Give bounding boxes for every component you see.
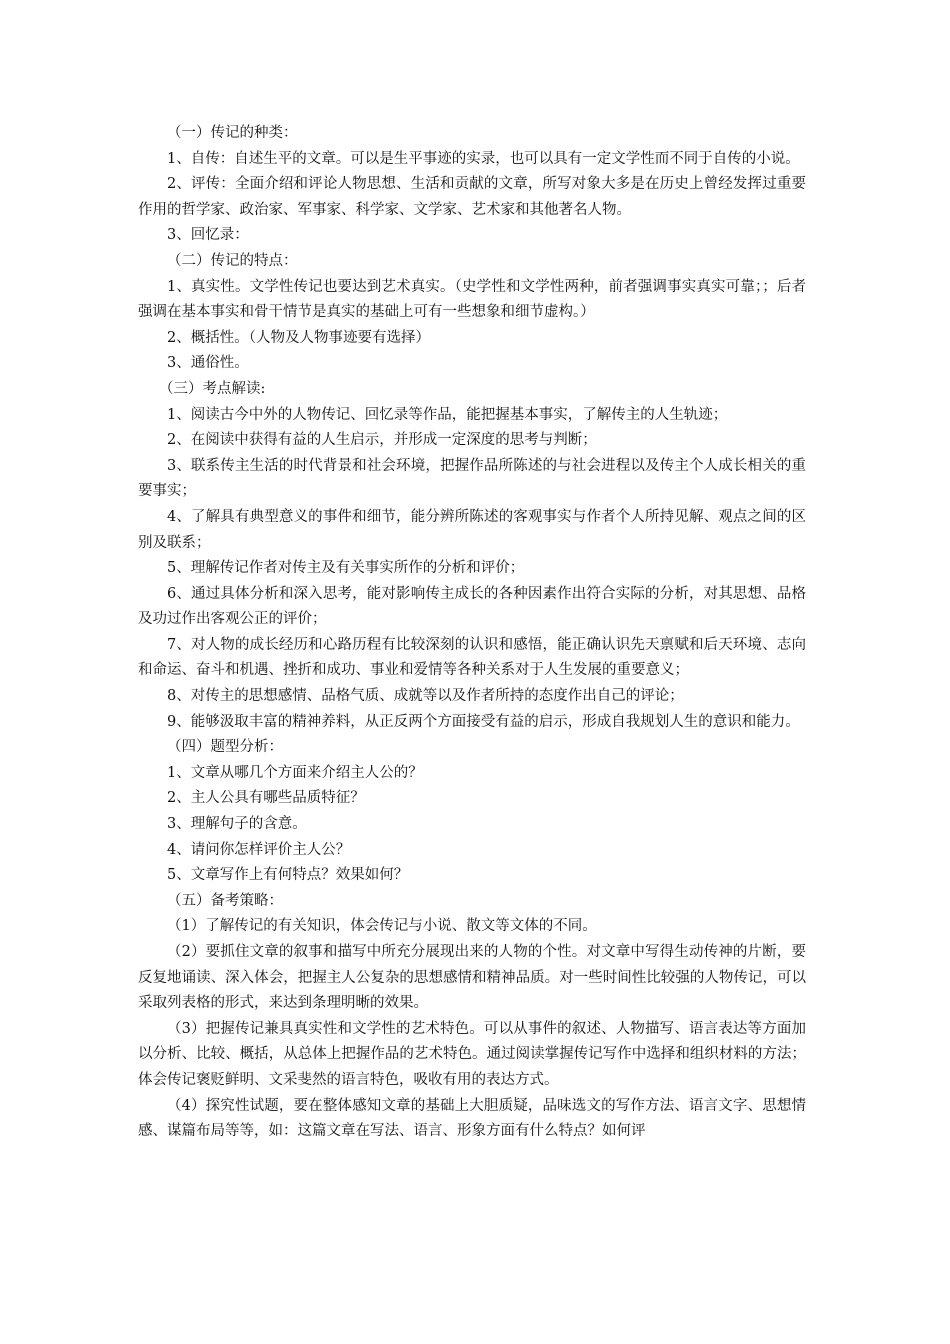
paragraph: 2、在阅读中获得有益的人生启示，并形成一定深度的思考与判断； (167, 432, 597, 449)
paragraph: 9、能够汲取丰富的精神养料，从正反两个方面接受有益的启示，形成自我规划人生的意识和能力。 (167, 713, 800, 730)
paragraph: 1、自传：自述生平的文章。可以是生平事迹的实录，也可以具有一定文学性而不同于自传的小说。 (167, 150, 800, 167)
paragraph: 2、主人公具有哪些品质特征？ (167, 790, 365, 807)
paragraph: 8、对传主的思想感情、品格气质、成就等以及作者所持的态度作出自己的评论； (167, 688, 684, 705)
paragraph: （一）传记的种类： (167, 125, 298, 141)
paragraph: 3、通俗性。 (167, 355, 249, 372)
paragraph: （五）备考策略： (167, 892, 283, 909)
paragraph: （四）题型分析： (167, 739, 283, 756)
paragraph: （三）考点解读: (159, 380, 266, 397)
paragraph: 3、回忆录： (167, 227, 249, 244)
paragraph: 3、联系传主生活的时代背景和社会环境，把握作品所陈述的与社会进程以及传主个人成长相关的重要事实； (138, 457, 806, 500)
paragraph: 3、理解句子的含意。 (167, 816, 307, 833)
paragraph: 4、请问你怎样评价主人公？ (167, 841, 351, 858)
paragraph: （3）把握传记兼具真实性和文学性的艺术特色。可以从事件的叙述、人物描写、语言表达等方面加以分析、比较、概括，从总体上把握作品的艺术特色。通过阅读掌握传记写作中选择和组织材料的方法；体会传记褒贬鲜明、文采斐然的语言特色，吸收有用的表达方式。 (138, 1020, 806, 1088)
paragraph: 2、评传：全面介绍和评论人物思想、生活和贡献的文章，所写对象大多是在历史上曾经发挥过重要作用的哲学家、政治家、军事家、科学家、文学家、艺术家和其他著名人物。 (138, 176, 806, 218)
paragraph: 1、真实性。文学性传记也要达到艺术真实。（史学性和文学性两种，前者强调事实真实可靠；；后者强调在基本事实和骨干情节是真实的基础上可有一些想象和细节虚构。） (138, 278, 806, 321)
paragraph: 7、对人物的成长经历和心路历程有比较深刻的认识和感悟，能正确认识先天禀赋和后天环境、志向和命运、奋斗和机遇、挫折和成功、事业和爱情等各种关系对于人生发展的重要意义； (138, 636, 806, 679)
paragraph: 1、阅读古今中外的人物传记、回忆录等作品，能把握基本事实，了解传主的人生轨迹； (167, 406, 728, 423)
paragraph: （4）探究性试题，要在整体感知文章的基础上大胆质疑，品味选文的写作方法、语言文字、思想情感、谋篇布局等等，如：这篇文章在写法、语言、形象方面有什么特点？如何评 (138, 1097, 806, 1140)
document-page (138, 121, 806, 1145)
paragraph: 5、文章写作上有何特点？效果如何？ (167, 867, 409, 884)
paragraph: 6、通过具体分析和深入思考，能对影响传主成长的各种因素作出符合实际的分析，对其思想、品格及功过作出客观公正的评价； (138, 585, 806, 628)
paragraph: 1、文章从哪几个方面来介绍主人公的？ (167, 764, 423, 781)
paragraph: 4、了解具有典型意义的事件和细节，能分辨所陈述的客观事实与作者个人所持见解、观点之间的区别及联系； (138, 508, 806, 551)
paragraph: 2、概括性。（人物及人物事迹要有选择） (167, 329, 430, 346)
paragraph: （1）了解传记的有关知识，体会传记与小说、散文等文体的不同。 (167, 918, 597, 935)
paragraph: （2）要抓住文章的叙事和描写中所充分展现出来的人物的个性。对文章中写得生动传神的片断，要反复地诵读、深入体会，把握主人公复杂的思想感情和精神品质。对一些时间性比较强的人物传记，可以采取列表格的形式，来达到条理明晰的效果。 (138, 944, 806, 1012)
paragraph: （二）传记的特点： (167, 252, 298, 269)
paragraph: 5、理解传记作者对传主及有关事实所作的分析和评价； (167, 560, 525, 577)
